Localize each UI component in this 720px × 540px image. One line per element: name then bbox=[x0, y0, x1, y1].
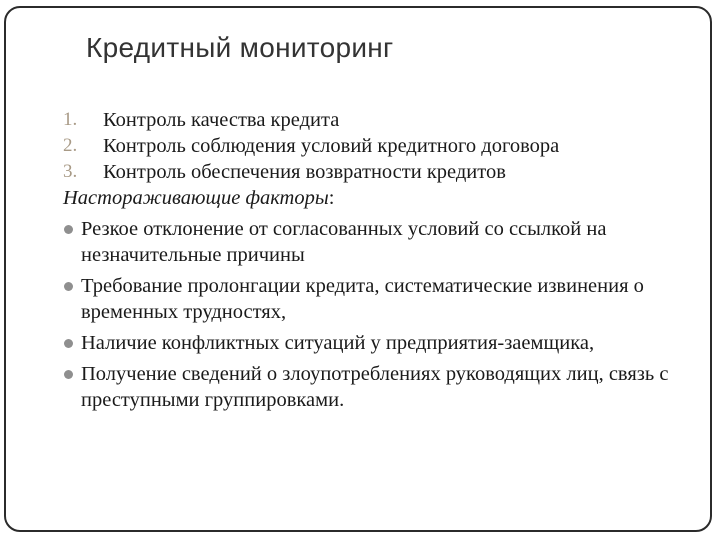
bullet-text: Наличие конфликтных ситуаций у предприятия-заемщика, bbox=[81, 332, 595, 354]
bullet-item-2 bbox=[63, 273, 693, 325]
bullet-dot-icon bbox=[64, 339, 73, 348]
numbered-item-2 bbox=[63, 133, 693, 159]
warning-factors-heading bbox=[63, 185, 693, 211]
subheading-colon: : bbox=[328, 187, 335, 209]
bullet-text: Резкое отклонение от согласованных условий со ссылкой на незначительные причины bbox=[81, 218, 607, 266]
bullet-text: Получение сведений о злоупотреблениях руководящих лиц, связь с преступными группировками. bbox=[81, 363, 669, 411]
bullet-item-3 bbox=[63, 330, 693, 356]
item-number: 3. bbox=[63, 161, 78, 182]
item-text: Контроль соблюдения условий кредитного договора bbox=[103, 135, 560, 157]
slide-frame bbox=[4, 6, 712, 532]
bullet-dot-icon bbox=[64, 225, 73, 234]
bullet-item-4 bbox=[63, 361, 693, 413]
item-text: Контроль качества кредита bbox=[103, 109, 340, 131]
subheading-text: Настораживающие факторы bbox=[63, 187, 329, 209]
numbered-item-3 bbox=[63, 159, 693, 185]
bullet-item-1 bbox=[63, 216, 693, 268]
slide-title: Кредитный мониторинг bbox=[86, 32, 394, 63]
numbered-item-1 bbox=[63, 107, 693, 133]
bullet-dot-icon bbox=[64, 370, 73, 379]
item-number: 2. bbox=[63, 135, 78, 156]
slide-content bbox=[63, 107, 693, 413]
bullet-dot-icon bbox=[64, 282, 73, 291]
item-text: Контроль обеспечения возвратности кредитов bbox=[103, 161, 506, 183]
bullet-text: Требование пролонгации кредита, систематические извинения о временных трудностях, bbox=[81, 275, 644, 323]
item-number: 1. bbox=[63, 109, 78, 130]
